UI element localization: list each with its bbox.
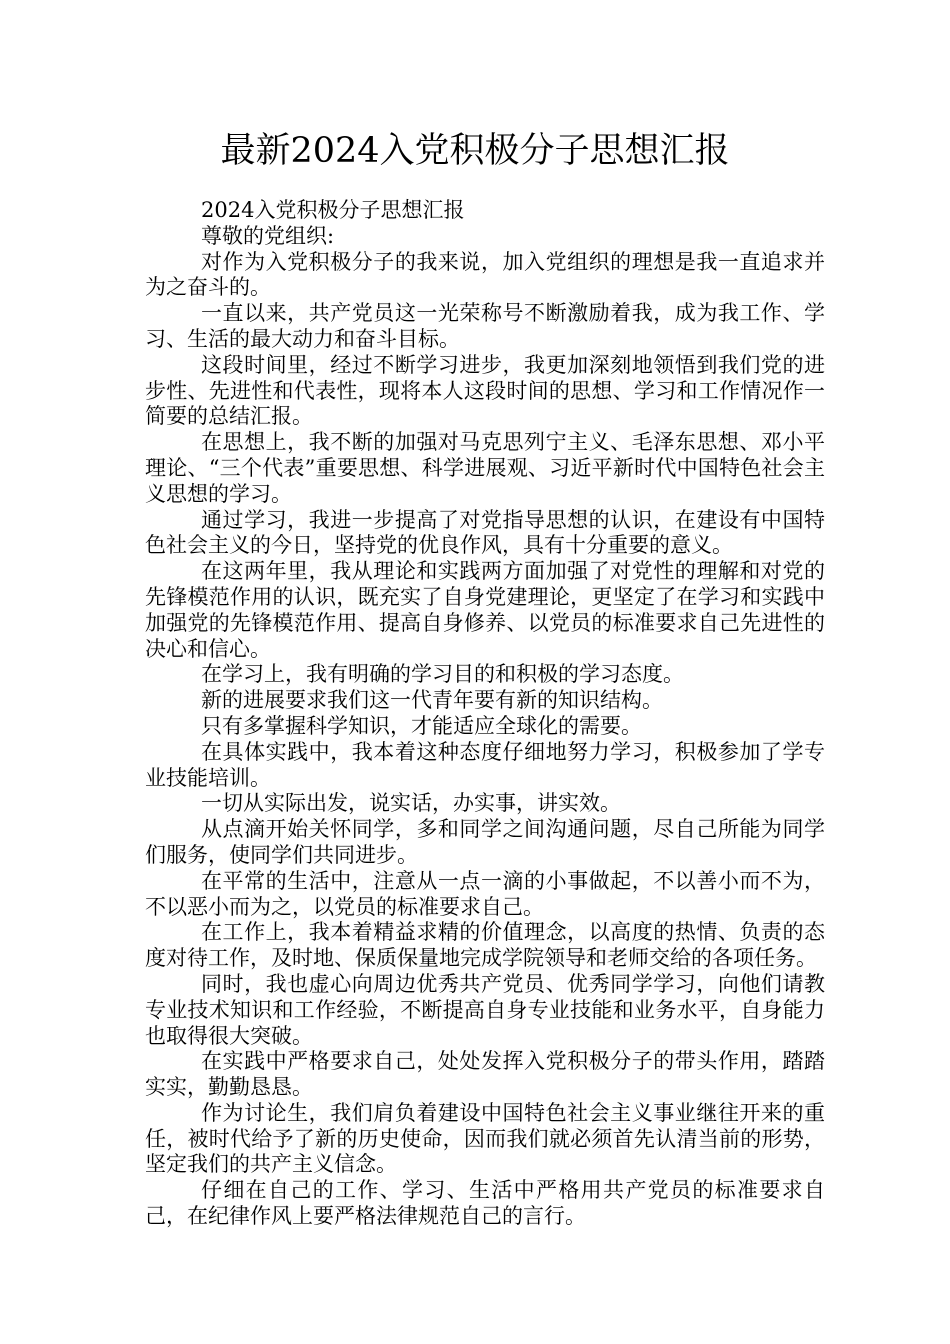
paragraph: 在工作上，我本着精益求精的价值理念，以高度的热情、负责的态度对待工作，及时地、保质保量地完成学院领导和老师交给的各项任务。	[145, 920, 825, 971]
paragraph: 从点滴开始关怀同学，多和同学之间沟通问题，尽自己所能为同学们服务，使同学们共同进步。	[145, 817, 825, 867]
paragraph: 新的进展要求我们这一代青年要有新的知识结构。	[201, 688, 663, 713]
paragraph: 尊敬的党组织:	[201, 223, 335, 248]
paragraph: 对作为入党积极分子的我来说，加入党组织的理想是我一直追求并为之奋斗的。	[145, 249, 825, 300]
paragraph: 2024入党积极分子思想汇报	[201, 198, 465, 222]
paragraph: 一切从实际出发，说实话，办实事，讲实效。	[201, 791, 621, 816]
document-title: 最新2024入党积极分子思想汇报	[220, 131, 730, 171]
paragraph: 在实践中严格要求自己，处处发挥入党积极分子的带头作用，踏踏实实，勤勤恳恳。	[145, 1049, 825, 1100]
paragraph: 在平常的生活中，注意从一点一滴的小事做起，不以善小而不为，不以恶小而为之，以党员的标准要求自己。	[145, 868, 825, 919]
paragraph: 在思想上，我不断的加强对马克思列宁主义、毛泽东思想、邓小平理论、“三个代表”重要思想、科学进展观、习近平新时代中国特色社会主义思想的学习。	[145, 430, 825, 506]
paragraph: 在学习上，我有明确的学习目的和积极的学习态度。	[201, 662, 684, 687]
paragraph: 通过学习，我进一步提高了对党指导思想的认识，在建设有中国特色社会主义的今日，坚持党的优良作风，具有十分重要的意义。	[145, 507, 825, 558]
document-body	[145, 198, 825, 1230]
paragraph: 在具体实践中，我本着这种态度仔细地努力学习，积极参加了学专业技能培训。	[145, 739, 825, 790]
paragraph: 这段时间里，经过不断学习进步，我更加深刻地领悟到我们党的进步性、先进性和代表性，现将本人这段时间的思想、学习和工作情况作一简要的总结汇报。	[145, 352, 825, 429]
paragraph: 在这两年里，我从理论和实践两方面加强了对党性的理解和对党的先锋模范作用的认识，既充实了自身党建理论，更坚定了在学习和实践中加强党的先锋模范作用、提高自身修养、以党员的标准要求自己先进性的决心和信心。	[145, 559, 825, 661]
paragraph: 只有多掌握科学知识，才能适应全球化的需要。	[201, 713, 642, 738]
paragraph: 同时，我也虚心向周边优秀共产党员、优秀同学学习，向他们请教专业技术知识和工作经验，不断提高自身专业技能和业务水平，自身能力也取得很大突破。	[145, 971, 825, 1048]
paragraph: 作为讨论生，我们肩负着建设中国特色社会主义事业继往开来的重任，被时代给予了新的历史使命，因而我们就必须首先认清当前的形势，坚定我们的共产主义信念。	[145, 1100, 825, 1177]
paragraph: 一直以来，共产党员这一光荣称号不断激励着我，成为我工作、学习、生活的最大动力和奋斗目标。	[145, 301, 825, 351]
paragraph: 仔细在自己的工作、学习、生活中严格用共产党员的标准要求自己，在纪律作风上要严格法律规范自己的言行。	[145, 1178, 825, 1229]
